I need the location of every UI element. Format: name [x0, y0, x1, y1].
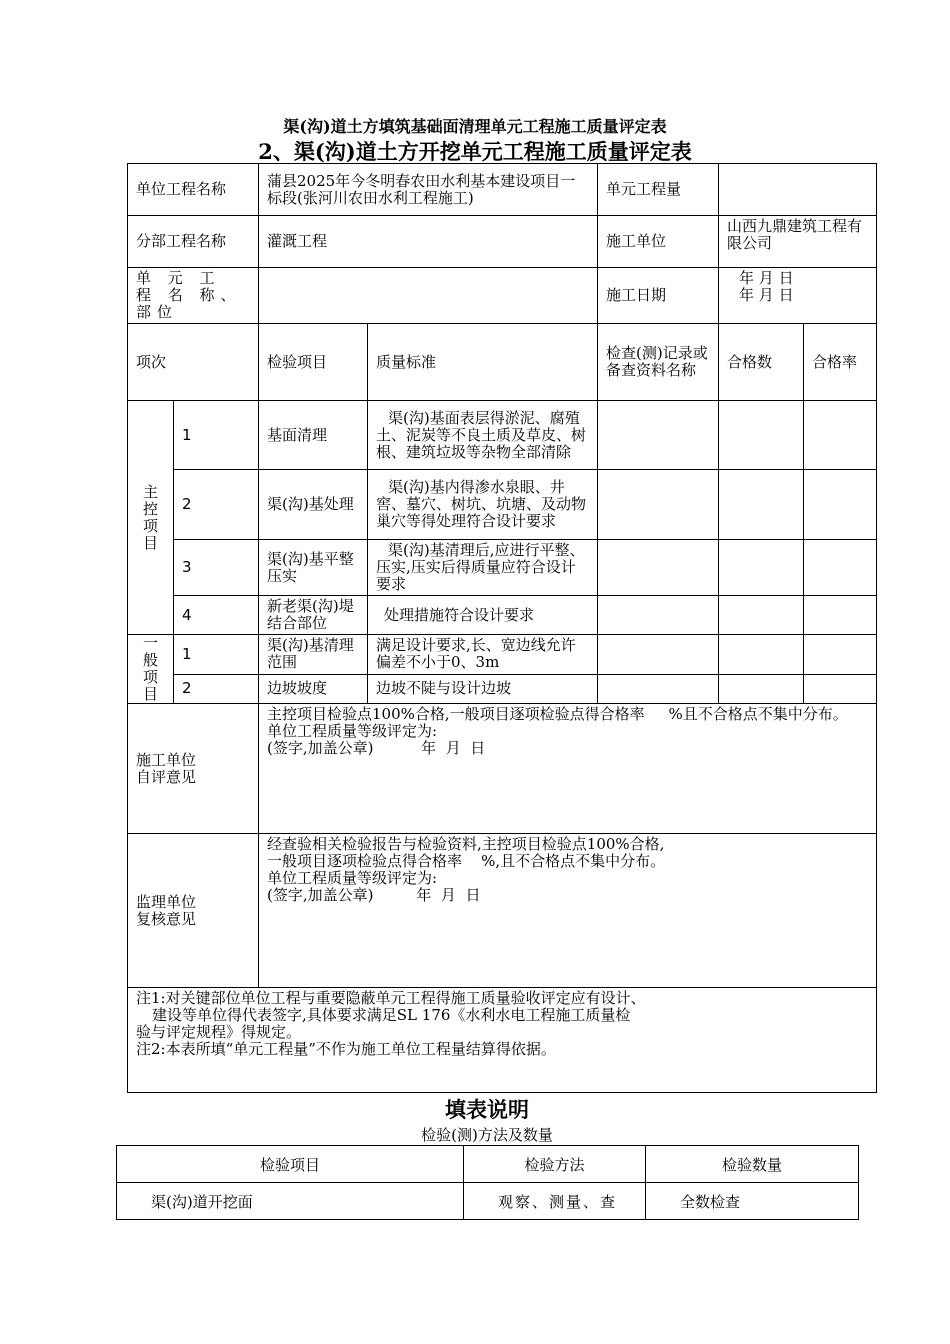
item-no: 1 — [174, 401, 259, 470]
construction-date-label: 施工日期 — [598, 268, 719, 324]
quality-standard: 满足设计要求,长、宽边线允许偏差不小于0、3m — [368, 635, 598, 675]
header-records: 检查(测)记录或备查资料名称 — [598, 324, 719, 401]
rate-cell — [804, 596, 877, 635]
inspection-item: 渠(沟)基清理范围 — [259, 635, 368, 675]
count-cell — [719, 596, 804, 635]
supervisor-review-content: 经查验相关检验报告与检验资料,主控项目检验点100%合格, 一般项目逐项检验点得合格率 %,且不合格点不集中分布。 单位工程质量等级评定为: (签字,加盖公章) 年 月 日 — [259, 834, 877, 988]
division-label: 分部工程名称 — [128, 216, 259, 268]
info-row-element — [128, 268, 877, 324]
rate-cell — [804, 540, 877, 596]
form-title-line2: 2、渠(沟)道土方开挖单元工程施工质量评定表 — [258, 139, 692, 164]
method-value: 观察、测量、查 — [464, 1183, 646, 1220]
rate-cell — [804, 401, 877, 470]
header-qualified-count: 合格数 — [719, 324, 804, 401]
note-1: 注1:对关键部位单位工程与重要隐蔽单元工程得施工质量验收评定应有设计、 — [136, 989, 646, 1007]
end-date: 年 月 日 — [739, 286, 794, 304]
rate-cell — [804, 674, 877, 703]
start-date: 年 月 日 — [739, 269, 794, 287]
item-no: 2 — [174, 470, 259, 540]
record-cell — [598, 596, 719, 635]
contractor-value: 山西九鼎建筑工程有限公司 — [719, 216, 877, 268]
count-cell — [719, 635, 804, 675]
unit-quantity-label: 单元工程量 — [598, 164, 719, 216]
self-evaluation-content: 主控项目检验点100%合格,一般项目逐项检验点得合格率 %且不合格点不集中分布。 单位工程质量等级评定为: (签字,加盖公章) 年 月 日 — [259, 704, 877, 834]
note-1-cont: 建设等单位得代表签字,具体要求满足SL 176《水利水电工程施工质量检 — [152, 1006, 631, 1024]
header-item-no: 项次 — [128, 324, 259, 401]
record-cell — [598, 674, 719, 703]
fill-instructions-subtitle: 检验(测)方法及数量 — [421, 1126, 553, 1144]
item-no: 2 — [174, 674, 259, 703]
header-inspection-item: 检验项目 — [259, 324, 368, 401]
inspection-item: 渠(沟)基平整压实 — [259, 540, 368, 596]
quality-standard: 边坡不陡与设计边坡 — [368, 674, 598, 703]
col-inspection-item: 检验项目 — [117, 1146, 464, 1183]
item-no: 1 — [174, 635, 259, 675]
record-cell — [598, 401, 719, 470]
header-row — [128, 324, 877, 401]
quality-standard: 渠(沟)基内得渗水泉眼、井窖、墓穴、树坑、坑塘、及动物巢穴等得处理符合设计要求 — [368, 470, 598, 540]
supervisor-review-label: 监理单位 复核意见 — [128, 834, 259, 988]
table-row — [117, 1183, 859, 1220]
quality-standard: 渠(沟)基面表层得淤泥、腐殖土、泥炭等不良土质及草皮、树根、建筑垃圾等杂物全部清除 — [368, 401, 598, 470]
note-1-end: 验与评定规程》得规定。 — [136, 1023, 302, 1041]
table-row — [128, 540, 877, 596]
method-quantity: 全数检查 — [646, 1183, 859, 1220]
inspection-item: 边坡坡度 — [259, 674, 368, 703]
contractor-label: 施工单位 — [598, 216, 719, 268]
table-row — [128, 635, 877, 675]
col-inspection-method: 检验方法 — [464, 1146, 646, 1183]
item-no: 3 — [174, 540, 259, 596]
rate-cell — [804, 470, 877, 540]
table-row — [117, 1146, 859, 1183]
notes-row — [128, 988, 877, 1093]
unit-project-value: 蒲县2025年今冬明春农田水利基本建设项目一标段(张河川农田水利工程施工) — [259, 164, 598, 216]
quality-standard: 渠(沟)基清理后,应进行平整、压实,压实后得质量应符合设计要求 — [368, 540, 598, 596]
division-value: 灌溉工程 — [259, 216, 598, 268]
table-row — [128, 674, 877, 703]
unit-quantity-value — [719, 164, 877, 216]
header-quality-standard: 质量标准 — [368, 324, 598, 401]
unit-project-label: 单位工程名称 — [128, 164, 259, 216]
record-cell — [598, 470, 719, 540]
inspection-item: 基面清理 — [259, 401, 368, 470]
record-cell — [598, 635, 719, 675]
header-qualified-rate: 合格率 — [804, 324, 877, 401]
item-no: 4 — [174, 596, 259, 635]
method-item: 渠(沟)道开挖面 — [117, 1183, 464, 1220]
info-row-division — [128, 216, 877, 268]
element-label: 单 元 工 程 名 称、部位 — [128, 268, 259, 324]
fill-instructions-title: 填表说明 — [445, 1097, 529, 1122]
inspection-method-table — [116, 1145, 859, 1220]
form-title-line1: 渠(沟)道土方填筑基础面清理单元工程施工质量评定表 — [283, 117, 667, 136]
element-value — [259, 268, 598, 324]
general-group-label: 一 般 项 目 — [128, 635, 174, 704]
table-row — [128, 596, 877, 635]
inspection-item: 渠(沟)基处理 — [259, 470, 368, 540]
main-control-group-label: 主 控 项 目 — [128, 401, 174, 635]
info-row-unit-project — [128, 164, 877, 216]
table-row — [128, 401, 877, 470]
evaluation-table — [127, 163, 877, 1093]
table-row — [128, 470, 877, 540]
record-cell — [598, 540, 719, 596]
count-cell — [719, 674, 804, 703]
construction-date-value — [719, 268, 877, 324]
self-evaluation-label: 施工单位 自评意见 — [128, 704, 259, 834]
count-cell — [719, 470, 804, 540]
supervisor-review-row — [128, 834, 877, 988]
count-cell — [719, 540, 804, 596]
inspection-item: 新老渠(沟)堤结合部位 — [259, 596, 368, 635]
self-evaluation-row — [128, 704, 877, 834]
count-cell — [719, 401, 804, 470]
notes — [128, 988, 877, 1093]
col-inspection-quantity: 检验数量 — [646, 1146, 859, 1183]
note-2: 注2:本表所填“单元工程量”不作为施工单位工程量结算得依据。 — [136, 1040, 556, 1058]
rate-cell — [804, 635, 877, 675]
quality-standard: 处理措施符合设计要求 — [368, 596, 598, 635]
